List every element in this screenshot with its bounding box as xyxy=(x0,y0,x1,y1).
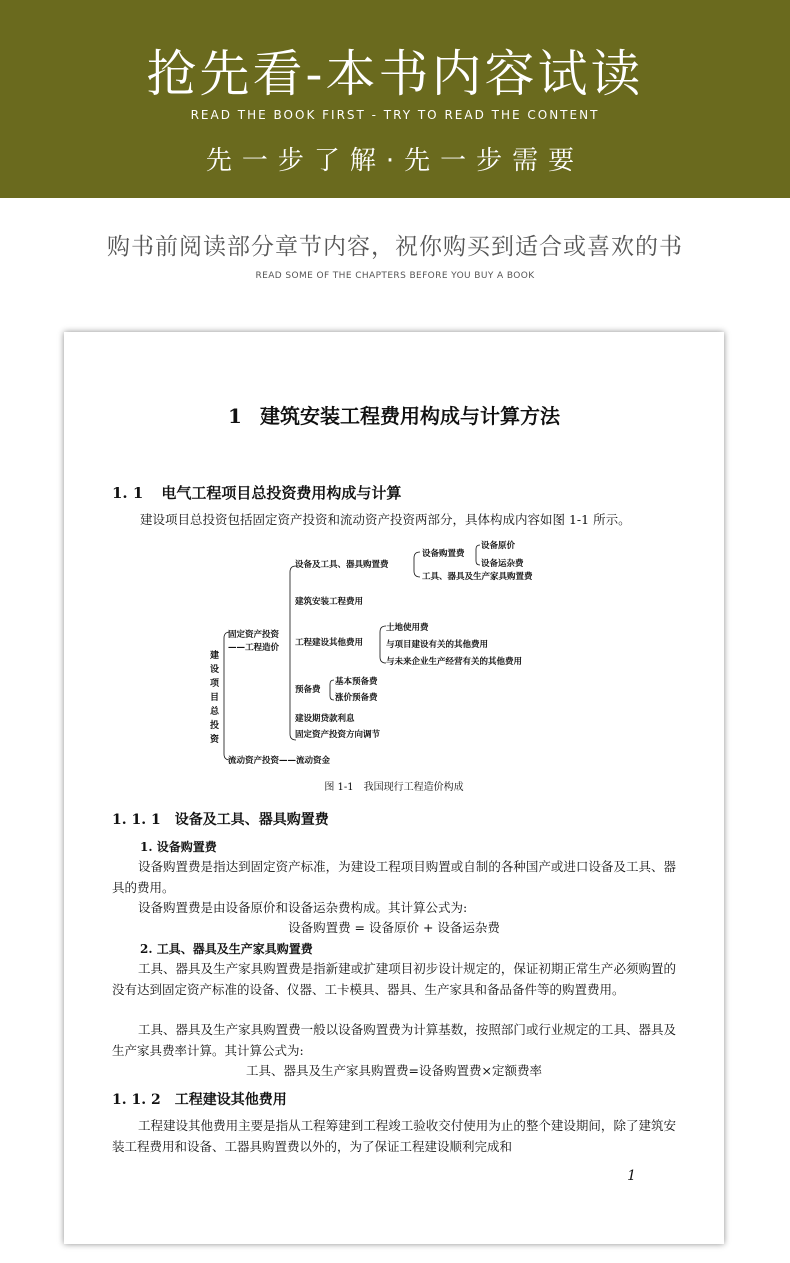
heading-equipment-cost: 1. 设备购置费 xyxy=(140,840,217,854)
node-loan-interest: 建设期贷款利息 xyxy=(295,714,355,724)
figure-caption: 图 1-1 我国现行工程造价构成 xyxy=(324,782,464,793)
chapter-title: 建筑安装工程费用构成与计算方法 xyxy=(259,404,560,428)
section-number: 1. 1 xyxy=(112,484,144,502)
paragraph: 工程建设其他费用主要是指从工程筹建到工程竣工验收交付使用为止的整个建设期间，除了建筑安装工程费用和设备、工器具购置费以外的，为了保证工程建设顺利完成和 xyxy=(112,1118,676,1154)
bracket-equipment xyxy=(414,552,420,577)
banner-subtitle: READ THE BOOK FIRST - TRY TO READ THE CONTENT xyxy=(190,108,600,122)
node-fixed-asset: 固定资产投资 xyxy=(228,630,280,640)
node-equip-transport: 设备运杂费 xyxy=(481,559,524,569)
node-fixed-asset-sub: ——工程造价 xyxy=(228,643,280,653)
node-equipment: 设备及工具、器具购置费 xyxy=(295,560,389,570)
node-install: 建筑安装工程费用 xyxy=(295,597,364,607)
intro-title: 购书前阅读部分章节内容，祝你购买到适合或喜欢的书 xyxy=(107,234,683,260)
node-project-other: 与项目建设有关的其他费用 xyxy=(386,640,489,650)
subsection-title: 工程建设其他费用 xyxy=(174,1092,287,1108)
cost-structure-diagram xyxy=(64,332,724,802)
diagram-root-label: 建设项目总投资 xyxy=(210,651,220,745)
node-future-other: 与未来企业生产经营有关的其他费用 xyxy=(386,657,523,667)
formula: 工具、器具及生产家具购置费=设备购置费×定额费率 xyxy=(246,1063,542,1078)
node-reserve: 预备费 xyxy=(295,685,321,695)
node-equip-purchase: 设备购置费 xyxy=(422,549,465,559)
intro-subtitle: READ SOME OF THE CHAPTERS BEFORE YOU BUY A BOOK xyxy=(255,271,535,281)
node-land: 土地使用费 xyxy=(386,623,429,633)
node-price-reserve: 涨价预备费 xyxy=(335,693,378,703)
paragraph: 设备购置费是指达到固定资产标准，为建设工程项目购置或自制的各种国产或进口设备及工具、器具的费用。 xyxy=(112,859,676,895)
book-page xyxy=(64,332,724,1244)
node-equip-original: 设备原价 xyxy=(481,541,516,551)
node-basic-reserve: 基本预备费 xyxy=(335,677,378,687)
paragraph: 工具、器具及生产家具购置费是指新建或扩建项目初步设计规定的，保证初期正常生产必须购置的没有达到固定资产标准的设备、仪器、工卡模具、器具、生产家具和备品备件等的购置费用。 xyxy=(112,961,676,997)
node-other: 工程建设其他费用 xyxy=(295,638,364,648)
heading-tools-cost: 2. 工具、器具及生产家具购置费 xyxy=(140,942,313,956)
banner-title: 抢先看-本书内容试读 xyxy=(146,45,644,103)
subsection-number: 1. 1. 1 xyxy=(112,812,161,828)
paragraph: 设备购置费是由设备原价和设备运杂费构成。其计算公式为: xyxy=(138,900,468,915)
subsection-title: 设备及工具、器具购置费 xyxy=(174,812,329,828)
page-number: 1 xyxy=(627,1168,636,1184)
paragraph: 工具、器具及生产家具购置费一般以设备购置费为计算基数，按照部门或行业规定的工具、器具及生产家具费率计算。其计算公式为: xyxy=(112,1022,676,1058)
chapter-number: 1 xyxy=(228,404,242,428)
bracket-reserve xyxy=(330,680,334,700)
node-tools: 工具、器具及生产家具购置费 xyxy=(422,572,533,582)
banner-slogan: 先一步了解·先一步需要 xyxy=(205,146,585,176)
section-intro: 建设项目总投资包括固定资产投资和流动资产投资两部分，具体构成内容如图 1-1 所示。 xyxy=(140,512,631,527)
formula: 设备购置费 = 设备原价 + 设备运杂费 xyxy=(288,920,500,935)
node-current-asset: 流动资产投资——流动资金 xyxy=(228,756,331,766)
bracket-equip-purchase xyxy=(476,545,480,565)
section-title: 电气工程项目总投资费用构成与计算 xyxy=(161,484,402,502)
subsection-1-1-1-heading xyxy=(112,809,329,829)
subsection-1-1-2-heading xyxy=(112,1089,287,1109)
node-adjust-tax: 固定资产投资方向调节 xyxy=(295,730,381,740)
subsection-number: 1. 1. 2 xyxy=(112,1092,161,1108)
top-banner xyxy=(0,0,790,198)
